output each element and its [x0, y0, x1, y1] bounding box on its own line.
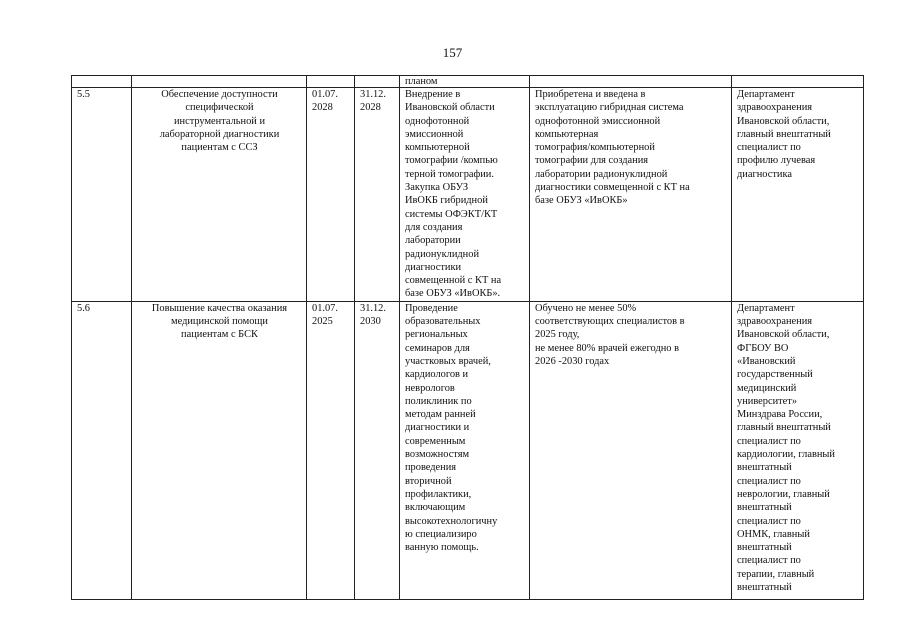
cell-responsible: Департамент здравоохранения Ивановской области, ФГБОУ ВО «Ивановский государственный медицинский университет» Минздрава России, главный внештатный специалист по кардиологии, главный внештатный специалист по неврологии, главный внештатный специалист по ОНМК, главный внештатный специалист по терапии, главный внештатный [732, 301, 864, 599]
table-row-continuation [72, 76, 864, 88]
cell-goal [132, 76, 307, 88]
cell-start-date [307, 76, 355, 88]
cell-start-date: 01.07. 2025 [307, 301, 355, 599]
cell-end-date: 31.12. 2028 [355, 88, 400, 302]
cell-goal: Повышение качества оказания медицинской помощи пациентам с БСК [132, 301, 307, 599]
cell-start-date: 01.07. 2028 [307, 88, 355, 302]
cell-end-date [355, 76, 400, 88]
table-row [72, 88, 864, 302]
cell-responsible [732, 76, 864, 88]
cell-number [72, 76, 132, 88]
cell-number: 5.6 [72, 301, 132, 599]
cell-number: 5.5 [72, 88, 132, 302]
cell-end-date: 31.12. 2030 [355, 301, 400, 599]
cell-action: Проведение образовательных региональных семинаров для участковых врачей, кардиологов и неврологов поликлиник по методам ранней диагностики и современным возможностям проведения вторичной профилактики, включающим высокотехнологичну ю специализиро ванную помощь. [400, 301, 530, 599]
cell-responsible: Департамент здравоохранения Ивановской области, главный внештатный специалист по профилю лучевая диагностика [732, 88, 864, 302]
activity-table [71, 75, 864, 600]
cell-action: планом [400, 76, 530, 88]
cell-action: Внедрение в Ивановской области однофотонной эмиссионной компьютерной томографии /компью терной томографии. Закупка ОБУЗ ИвОКБ гибридной системы ОФЭКТ/КТ для создания лаборатории радионуклидной диагностики совмещенной с КТ на базе ОБУЗ «ИвОКБ». [400, 88, 530, 302]
cell-goal: Обеспечение доступности специфической инструментальной и лабораторной диагностики пациентам с ССЗ [132, 88, 307, 302]
cell-result: Приобретена и введена в эксплуатацию гибридная система однофотонной эмиссионной компьютерная томография/компьютерной томографии для создания лаборатории радионуклидной диагностики совмещенной с КТ на базе ОБУЗ «ИвОКБ» [530, 88, 732, 302]
cell-result: Обучено не менее 50% соответствующих специалистов в 2025 году, не менее 80% врачей ежегодно в 2026 -2030 годах [530, 301, 732, 599]
table-row [72, 301, 864, 599]
page-number: 157 [442, 45, 463, 60]
cell-result [530, 76, 732, 88]
